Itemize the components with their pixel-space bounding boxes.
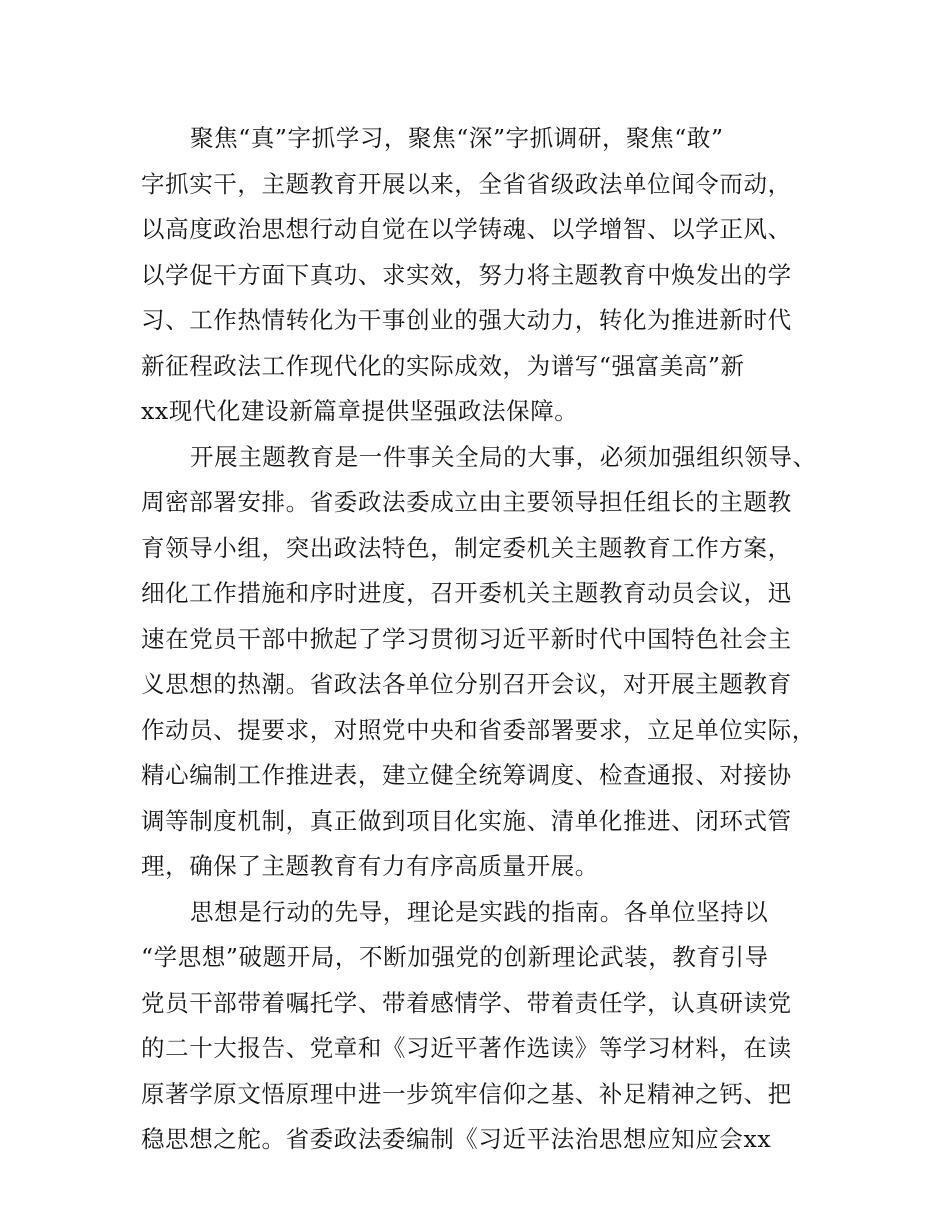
paragraph-line: 字抓实干，主题教育开展以来，全省省级政法单位闻令而动， [141,169,792,198]
paragraph-line: 理，确保了主题教育有力有序高质量开展。 [141,852,599,880]
paragraph-line: 精心编制工作推进表，建立健全统筹调度、检查通报、对接协 [141,761,792,789]
paragraph-line: 党员干部带着嘱托学、带着感情学、带着责任学，认真研读党 [141,988,792,1017]
paragraph-line: 育领导小组，突出政法特色，制定委机关主题教育工作方案， [141,533,792,562]
paragraph-line: xx现代化建设新篇章提供坚强政法保障。 [141,397,579,425]
paragraph-1 [141,116,841,435]
document-body [141,116,841,1163]
paragraph-2 [141,435,841,890]
paragraph-3 [141,890,841,1163]
paragraph-line: 作动员、提要求，对照党中央和省委部署要求，立足单位实际， [141,715,816,744]
paragraph-line: 细化工作措施和序时进度，召开委机关主题教育动员会议，迅 [141,579,792,607]
paragraph-line: 义思想的热潮。省政法各单位分别召开会议，对开展主题教育 [141,670,792,698]
paragraph-line: 周密部署安排。省委政法委成立由主要领导担任组长的主题教 [141,488,792,516]
paragraph-line: 速在党员干部中掀起了学习贯彻习近平新时代中国特色社会主 [141,624,792,653]
paragraph-line: 原著学原文悟原理中进一步筑牢信仰之基、补足精神之钙、把 [141,1079,792,1108]
paragraph-line: 的二十大报告、党章和《习近平著作选读》等学习材料，在读 [141,1034,792,1062]
paragraph-line: 以学促干方面下真功、求实效，努力将主题教育中焕发出的学 [141,260,792,289]
paragraph-line: 稳思想之舵。省委政法委编制《习近平法治思想应知应会xx [141,1125,772,1153]
paragraph-line: “学思想”破题开局，不断加强党的创新理论武装，教育引导 [141,943,769,971]
paragraph-line: 习、工作热情转化为干事创业的强大动力，转化为推进新时代 [141,306,792,334]
paragraph-line: 思想是行动的先导，理论是实践的指南。各单位坚持以 [190,897,769,926]
paragraph-line: 聚焦“真”字抓学习，聚焦“深”字抓调研，聚焦“敢” [190,124,724,152]
paragraph-line: 以高度政治思想行动自觉在以学铸魂、以学增智、以学正风、 [141,215,792,243]
paragraph-line: 新征程政法工作现代化的实际成效，为谱写“强富美高”新 [141,351,745,380]
paragraph-line: 调等制度机制，真正做到项目化实施、清单化推进、闭环式管 [141,806,792,835]
paragraph-line: 开展主题教育是一件事关全局的大事，必须加强组织领导、 [190,442,817,471]
